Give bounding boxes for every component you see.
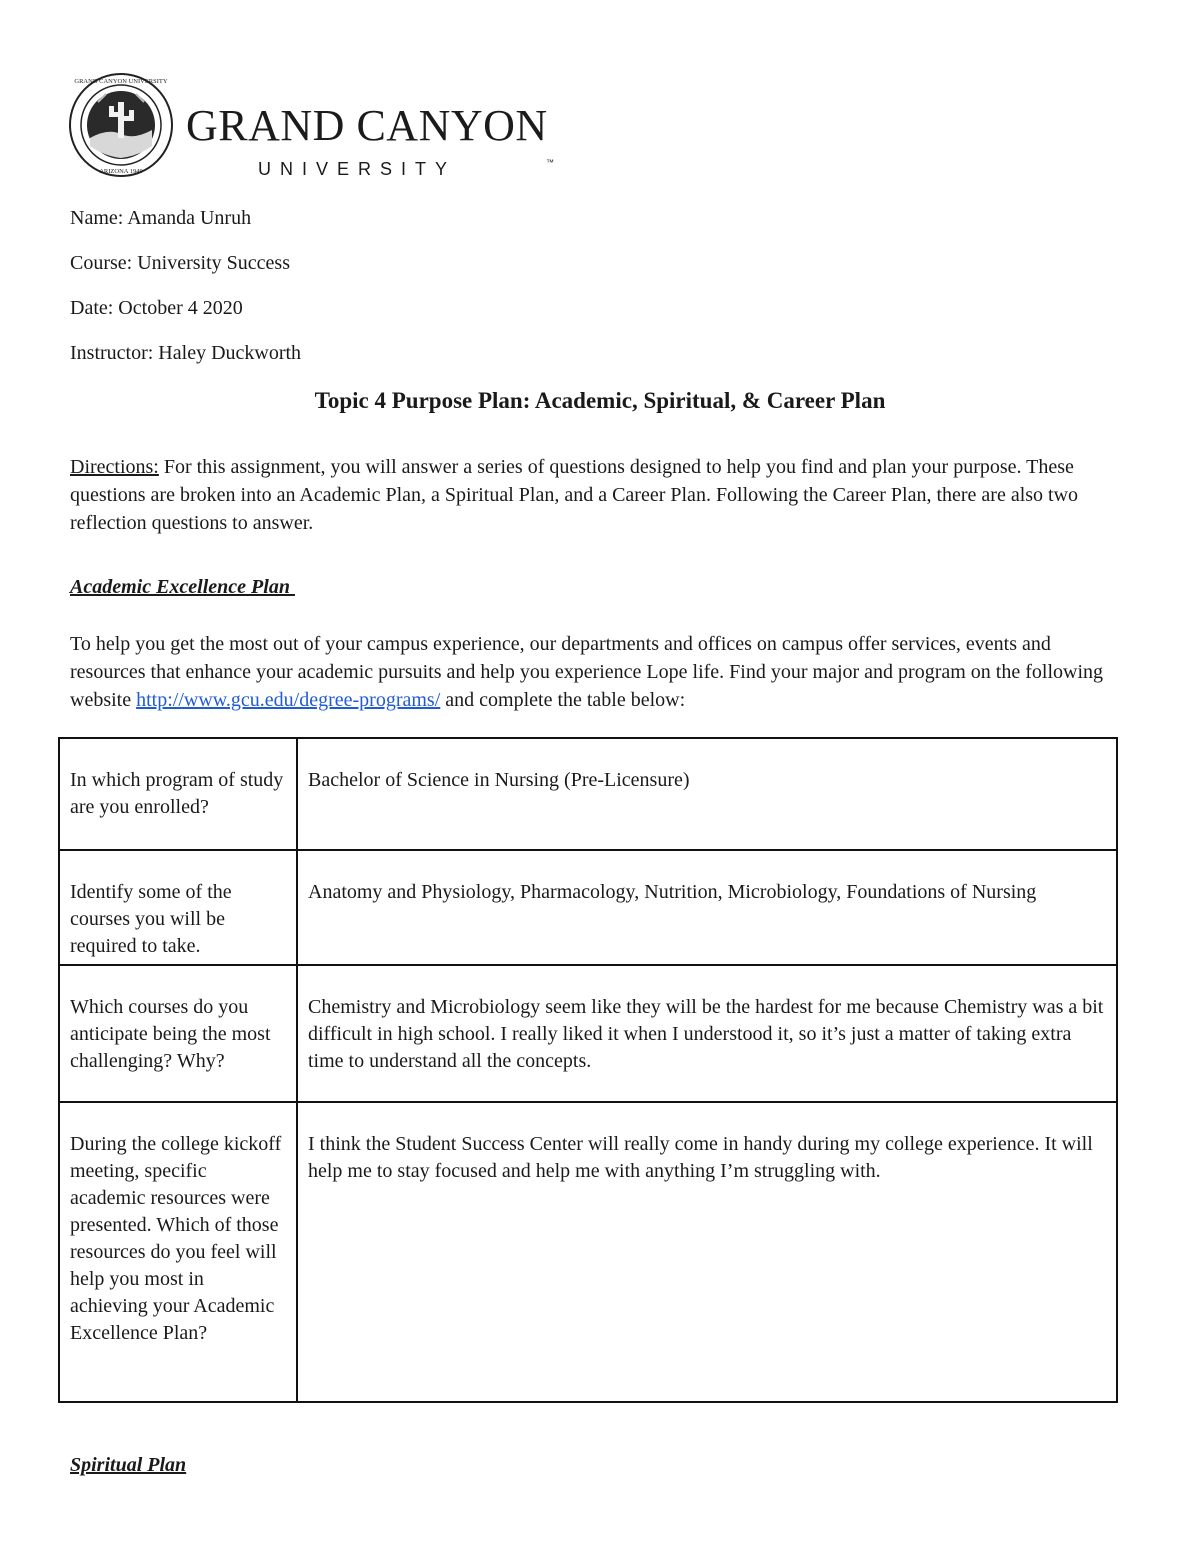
academic-plan-table bbox=[58, 737, 1118, 1403]
university-seal-icon bbox=[68, 72, 174, 178]
question-cell: Which courses do you anticipate being the most challenging? Why? bbox=[59, 965, 297, 1102]
spiritual-plan-heading: Spiritual Plan bbox=[70, 1454, 187, 1476]
question-cell: Identify some of the courses you will be required to take. bbox=[59, 850, 297, 965]
table-row bbox=[59, 965, 1117, 1102]
svg-text:ARIZONA 1949: ARIZONA 1949 bbox=[99, 168, 143, 175]
trademark-symbol: ™ bbox=[546, 158, 554, 167]
academic-intro-text: To help you get the most out of your campus experience, our departments and offices on campus offer services, events and resources that enhance your academic pursuits and help you experience Lope life. Find your major and program on the following website bbox=[70, 633, 1103, 711]
degree-programs-link[interactable]: http://www.gcu.edu/degree-programs/ bbox=[136, 689, 441, 711]
academic-plan-heading: Academic Excellence Plan bbox=[70, 576, 295, 598]
table-row bbox=[59, 738, 1117, 850]
answer-cell[interactable]: Bachelor of Science in Nursing (Pre-Licensure) bbox=[297, 738, 1117, 850]
academic-intro-paragraph bbox=[70, 630, 1130, 714]
directions-text: For this assignment, you will answer a series of questions designed to help you find and plan your purpose. These questions are broken into an Academic Plan, a Spiritual Plan, and a Career Plan. Following the Career Plan, there are also two reflection questions to answer. bbox=[70, 456, 1079, 534]
directions-label: Directions: bbox=[70, 456, 159, 478]
academic-intro-text-end: and complete the table below: bbox=[440, 689, 686, 711]
submission-date: Date: October 4 2020 bbox=[70, 297, 243, 319]
table-row bbox=[59, 1102, 1117, 1402]
directions-paragraph bbox=[70, 453, 1130, 537]
question-cell: During the college kickoff meeting, specific academic resources were presented. Which of those resources do you feel will help you most in achieving your Academic Excellence Plan? bbox=[59, 1102, 297, 1402]
question-cell: In which program of study are you enrolled? bbox=[59, 738, 297, 850]
course-name: Course: University Success bbox=[70, 252, 290, 274]
table-row bbox=[59, 850, 1117, 965]
logo-wordmark: GRAND CANYON bbox=[186, 101, 548, 150]
university-logo bbox=[68, 72, 554, 182]
answer-cell[interactable]: I think the Student Success Center will really come in handy during my college experience. It will help me to stay focused and help me with anything I’m struggling with. bbox=[297, 1102, 1117, 1402]
student-name: Name: Amanda Unruh bbox=[70, 207, 252, 229]
document-title: Topic 4 Purpose Plan: Academic, Spiritual, & Career Plan bbox=[314, 388, 886, 413]
svg-text:GRAND CANYON UNIVERSITY: GRAND CANYON UNIVERSITY bbox=[74, 78, 168, 85]
instructor-name: Instructor: Haley Duckworth bbox=[70, 342, 302, 364]
logo-subtitle: UNIVERSITY bbox=[258, 159, 457, 179]
answer-cell[interactable]: Anatomy and Physiology, Pharmacology, Nutrition, Microbiology, Foundations of Nursing bbox=[297, 850, 1117, 965]
answer-cell[interactable]: Chemistry and Microbiology seem like they will be the hardest for me because Chemistry was a bit difficult in high school. I really liked it when I understood it, so it’s just a matter of taking extra time to understand all the concepts. bbox=[297, 965, 1117, 1102]
